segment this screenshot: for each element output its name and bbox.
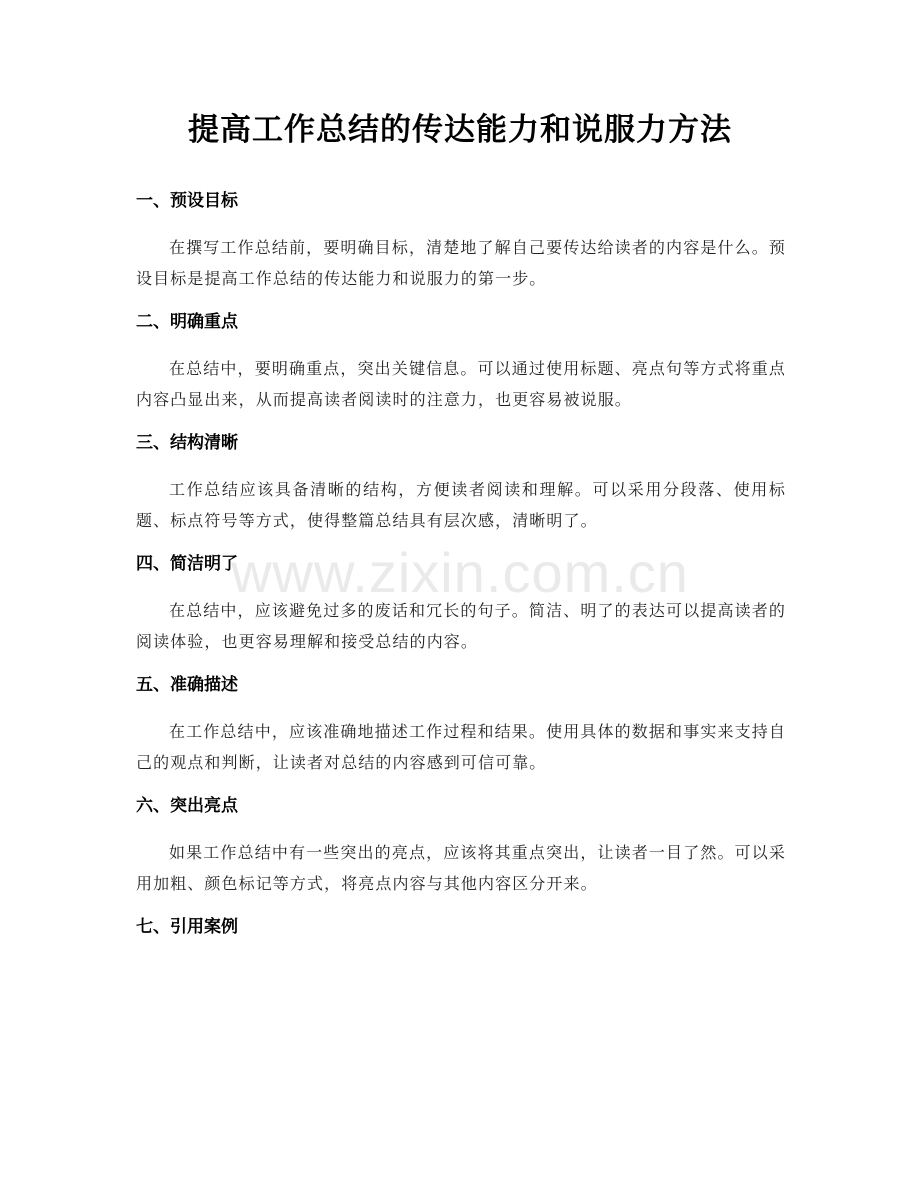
section-1 (136, 186, 786, 294)
section-body: 在撰写工作总结前，要明确目标，清楚地了解自己要传达给读者的内容是什么。预设目标是提高工作总结的传达能力和说服力的第一步。 (136, 238, 786, 288)
sections-container (136, 186, 786, 958)
document-title: 提高工作总结的传达能力和说服力方法 (188, 112, 732, 148)
section-heading: 一、预设目标 (136, 191, 238, 211)
watermark: www.zixin.com.cn (231, 541, 689, 604)
section-5 (136, 670, 786, 778)
section-heading: 二、明确重点 (136, 312, 238, 332)
section-body: 工作总结应该具备清晰的结构，方便读者阅读和理解。可以采用分段落、使用标题、标点符号等方式，使得整篇总结具有层次感，清晰明了。 (136, 480, 786, 530)
section-4 (136, 549, 786, 657)
section-3 (136, 428, 786, 536)
section-body: 在工作总结中，应该准确地描述工作过程和结果。使用具体的数据和事实来支持自己的观点和判断，让读者对总结的内容感到可信可靠。 (136, 722, 786, 772)
section-heading: 七、引用案例 (136, 917, 238, 937)
section-heading: 六、突出亮点 (136, 796, 238, 816)
section-body: 如果工作总结中有一些突出的亮点，应该将其重点突出，让读者一目了然。可以采用加粗、颜色标记等方式，将亮点内容与其他内容区分开来。 (136, 843, 786, 893)
section-body: 在总结中，要明确重点，突出关键信息。可以通过使用标题、亮点句等方式将重点内容凸显出来，从而提高读者阅读时的注意力，也更容易被说服。 (136, 359, 786, 409)
section-heading: 五、准确描述 (136, 675, 238, 695)
section-7 (136, 912, 786, 942)
section-2 (136, 307, 786, 415)
section-heading: 四、简洁明了 (136, 554, 238, 574)
section-heading: 三、结构清晰 (136, 433, 238, 453)
section-body: 在总结中，应该避免过多的废话和冗长的句子。简洁、明了的表达可以提高读者的阅读体验，也更容易理解和接受总结的内容。 (136, 601, 786, 651)
section-6 (136, 791, 786, 899)
